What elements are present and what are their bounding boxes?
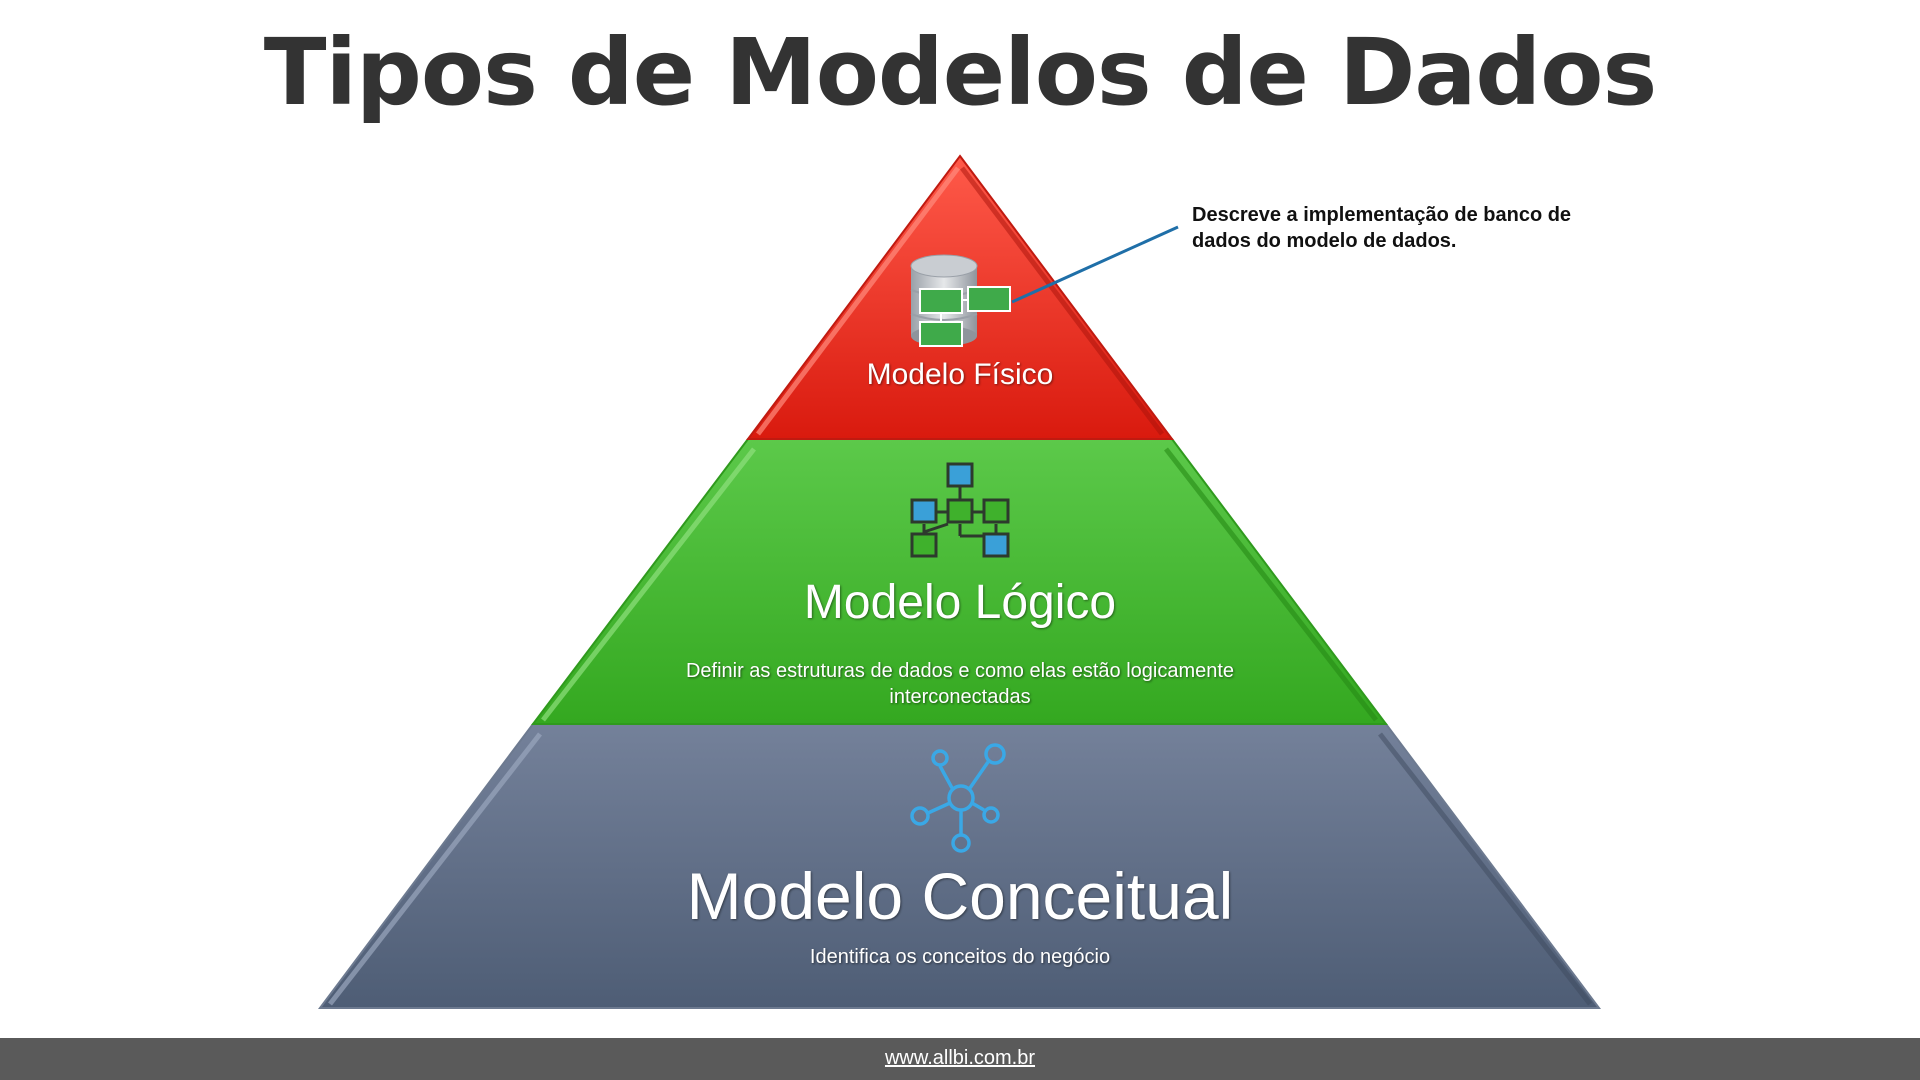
level-label-fisico: Modelo Físico (866, 358, 1054, 391)
page-title: Tipos de Modelos de Dados (263, 19, 1657, 126)
footer-bar (0, 1038, 1920, 1080)
level-label-logico: Modelo Lógico (803, 576, 1117, 629)
callout-text: Descreve a implementação de banco de dados do modelo de dados. (1192, 204, 1572, 252)
website-link[interactable]: www.allbi.com.br (884, 1047, 1036, 1069)
level-label-conceitual: Modelo Conceitual (686, 859, 1234, 933)
level-description-logico: Definir as estruturas de dados e como elas estão logicamente interconectadas (685, 660, 1235, 708)
level-description-conceitual: Identifica os conceitos do negócio (809, 946, 1111, 968)
